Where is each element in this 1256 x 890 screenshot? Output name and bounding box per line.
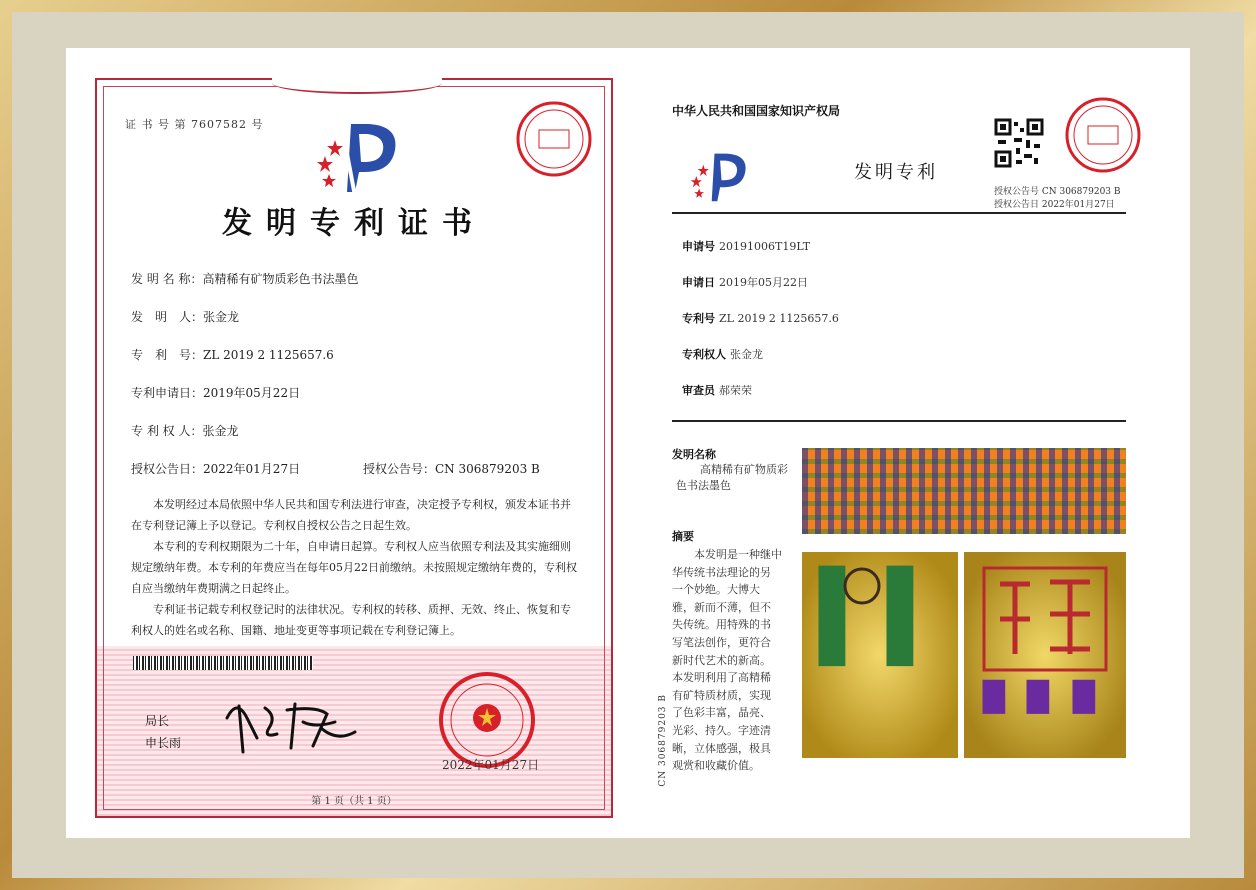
divider [672, 420, 1126, 422]
signatory-title: 局长 [145, 714, 170, 728]
cnipa-logo-icon [686, 148, 750, 204]
meta-application-date: 申请日 2019年05月22日 [682, 276, 808, 289]
field-patent-number: 专 利 号：ZL 2019 2 1125657.6 [131, 348, 334, 362]
official-seal-icon [437, 670, 537, 770]
calligraphy-image-right [964, 552, 1126, 758]
cnipa-logo-icon [311, 116, 401, 196]
purple-glyphs-icon: ▇▇ [1072, 680, 1098, 714]
field-grant-date: 授权公告日：2022年01月27日 [131, 462, 301, 476]
meta-patentee: 专利权人 张金龙 [682, 348, 763, 361]
abstract-line: 观赏和收藏价值。 [672, 759, 760, 773]
abstract-line: 失传统。用特殊的书 [672, 618, 771, 632]
abstract-line: 写笔法创作，更符合 [672, 635, 771, 649]
certificate-number: 证 书 号 第 7607582 号 [125, 118, 264, 131]
body-paragraph: 本发明经过本局依照中华人民共和国专利法进行审查，决定授予专利权，颁发本证书并在专利登记簿上予以登记。专利权自授权公告之日起生效。 [131, 498, 571, 532]
abstract-line: 新时代艺术的新高。 [672, 653, 771, 667]
patent-certificate [95, 78, 613, 818]
publication-info [994, 186, 1121, 212]
publication-number: 授权公告号 CN 306879203 B [994, 187, 1121, 197]
certificate-body [131, 494, 581, 641]
body-paragraph: 本专利的专利权期限为二十年，自申请日起算。专利权人应当依照专利法及其实施细则规定缴纳年费。本专利的年费应当在每年05月22日前缴纳。未按照规定缴纳年费的，专利权自应当缴纳年费期满之日起终止。 [131, 540, 577, 595]
invention-name-line: 色书法墨色 [676, 479, 731, 492]
vertical-publication-code: CN 306879203 B [658, 694, 668, 787]
purple-glyphs-icon: ▇▇ [1026, 680, 1052, 714]
invention-name-line: 高精稀有矿物质彩 [700, 463, 788, 476]
body-paragraph: 专利证书记载专利权登记时的法律状况。专利权的转移、质押、无效、终止、恢复和专利权人的姓名或名称、国籍、地址变更等事项记载在专利登记簿上。 [131, 603, 571, 637]
small-seal-icon [515, 100, 593, 178]
patent-gazette-page [658, 94, 1132, 814]
abstract-line: 一个妙绝。大博大 [672, 583, 760, 597]
purple-glyphs-icon: ▇▇ [982, 680, 1008, 714]
seal-glyph-icon [842, 566, 882, 606]
publication-date: 授权公告日 2022年01月27日 [994, 200, 1115, 210]
abstract-line: 华传统书法理论的另 [672, 565, 771, 579]
field-filing-date: 专利申请日：2019年05月22日 [131, 386, 301, 400]
meta-application-number: 申请号 20191006T19LT [682, 240, 811, 253]
barcode-icon [133, 656, 313, 670]
abstract-line: 光彩、持久。字迹清 [672, 723, 771, 737]
field-invention-name: 发 明 名 称：高精稀有矿物质彩色书法墨色 [131, 272, 359, 286]
top-ornament [272, 72, 442, 94]
abstract-label: 摘要 [672, 530, 694, 543]
divider [672, 212, 1126, 214]
document-title: 发明专利 [854, 162, 938, 183]
calligraphy-glyphs-icon: ▇▇▇▇▇ [818, 566, 848, 666]
field-grant-number: 授权公告号：CN 306879203 B [363, 462, 540, 476]
abstract-line: 本发明是一种继中 [672, 548, 782, 561]
calligraphy-image-wide [802, 448, 1126, 534]
meta-patent-number: 专利号 ZL 2019 2 1125657.6 [682, 312, 839, 325]
certificate-title: 发明专利证书 [222, 206, 486, 241]
invention-name-label: 发明名称 [672, 448, 716, 461]
meta-examiner: 审查员 郝荣荣 [682, 384, 752, 397]
field-patentee: 专 利 权 人：张金龙 [131, 424, 239, 438]
office-name: 中华人民共和国国家知识产权局 [672, 104, 841, 118]
signatory-name: 申长雨 [145, 736, 182, 750]
abstract-line: 本发明利用了高精稀 [672, 671, 771, 685]
seal-date: 2022年01月27日 [442, 758, 540, 772]
stamp-seal-icon [1064, 96, 1142, 174]
page-number: 第 1 页（共 1 页） [311, 796, 397, 807]
red-seal-glyph-icon [980, 564, 1110, 674]
signature-icon [217, 688, 367, 758]
abstract-line: 有矿特质材质，实现 [672, 688, 771, 702]
abstract-line: 雅，新而不薄，但不 [672, 600, 771, 614]
calligraphy-glyphs-icon: ▇▇▇▇▇ [886, 566, 916, 666]
qr-code-icon [994, 118, 1044, 168]
abstract-line: 晰，立体感强，极具 [672, 741, 771, 755]
calligraphy-image-left [802, 552, 958, 758]
abstract-text [672, 546, 798, 775]
field-inventor: 发 明 人：张金龙 [131, 310, 240, 324]
abstract-line: 了色彩丰富，晶亮、 [672, 706, 771, 720]
